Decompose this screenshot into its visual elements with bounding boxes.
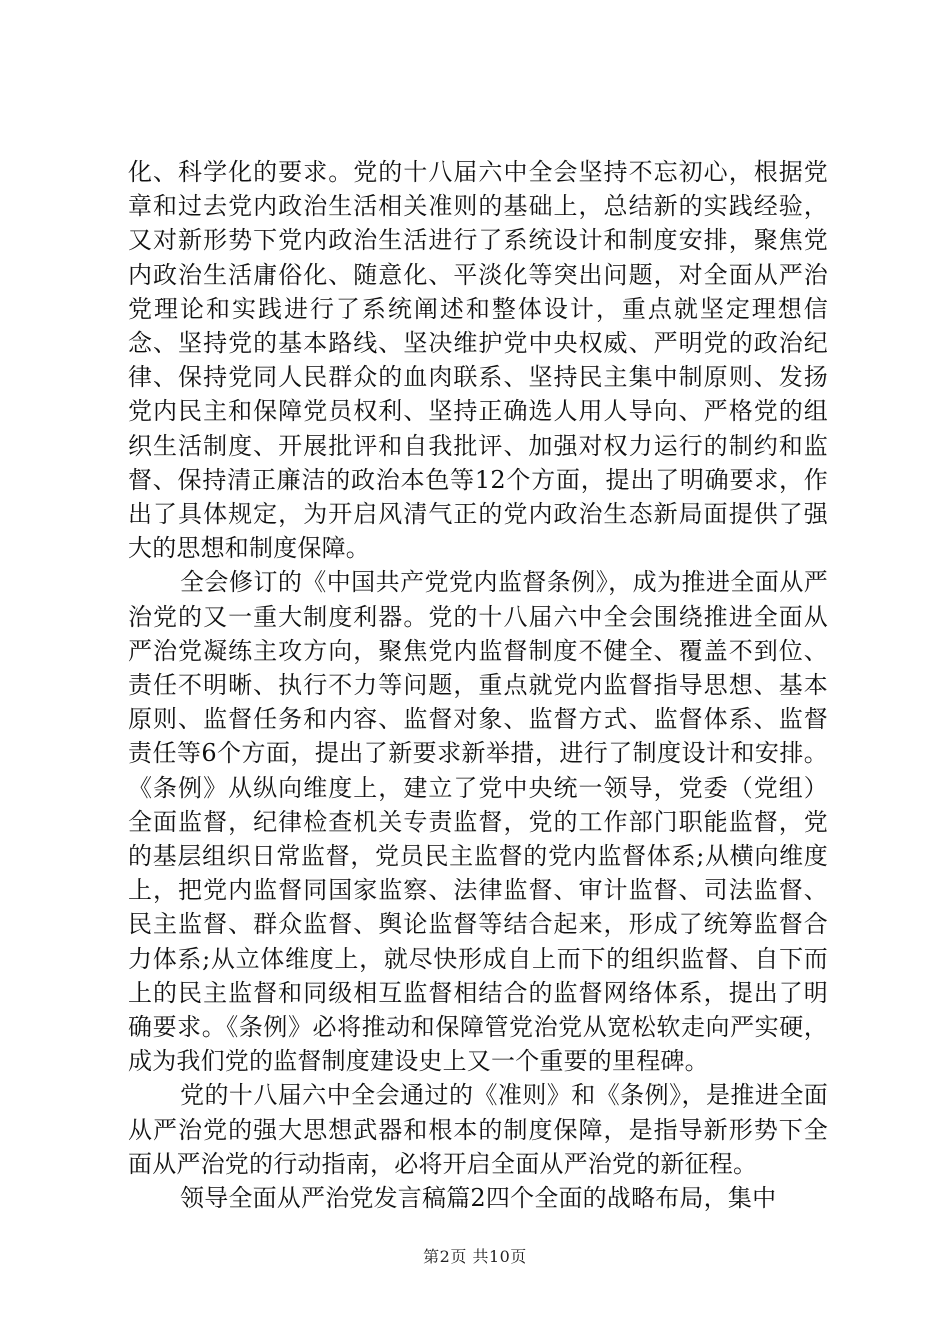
paragraph-1: 化、科学化的要求。党的十八届六中全会坚持不忘初心，根据党章和过去党内政治生活相关准则的基础上，总结新的实践经验，又对新形势下党内政治生活进行了系统设计和制度安排，聚焦党内政治生活庸俗化、随意化、平淡化等突出问题，对全面从严治党理论和实践进行了系统阐述和整体设计，重点就坚定理想信念、坚持党的基本路线、坚决维护党中央权威、严明党的政治纪律、保持党同人民群众的血肉联系、坚持民主集中制原则、发扬党内民主和保障党员权利、坚持正确选人用人导向、严格党的组织生活制度、开展批评和自我批评、加强对权力运行的制约和监督、保持清正廉洁的政治本色等12个方面，提出了明确要求，作出了具体规定，为开启风清气正的党内政治生态新局面提供了强大的思想和制度保障。 <box>128 158 828 563</box>
paragraph-2: 全会修订的《中国共产党党内监督条例》，成为推进全面从严治党的又一重大制度利器。党的十八届六中全会围绕推进全面从严治党凝练主攻方向，聚焦党内监督制度不健全、覆盖不到位、责任不明晰、执行不力等问题，重点就党内监督指导思想、基本原则、监督任务和内容、监督对象、监督方式、监督体系、监督责任等6个方面，提出了新要求新举措，进行了制度设计和安排。《条例》从纵向维度上，建立了党中央统一领导，党委（党组）全面监督，纪律检查机关专责监督，党的工作部门职能监督，党的基层组织日常监督，党员民主监督的党内监督体系;从横向维度上，把党内监督同国家监察、法律监督、审计监督、司法监督、民主监督、群众监督、舆论监督等结合起来，形成了统筹监督合力体系;从立体维度上，就尽快形成自上而下的组织监督、自下而上的民主监督和同级相互监督相结合的监督网络体系，提出了明确要求。《条例》必将推动和保障管党治党从宽松软走向严实硬，成为我们党的监督制度建设史上又一个重要的里程碑。 <box>128 568 828 1076</box>
paragraph-4: 领导全面从严治党发言稿篇2四个全面的战略布局，集中 <box>180 1184 777 1213</box>
document-body <box>128 155 828 1215</box>
paragraph-3: 党的十八届六中全会通过的《准则》和《条例》，是推进全面从严治党的强大思想武器和根本的制度保障，是指导新形势下全面从严治党的行动指南，必将开启全面从严治党的新征程。 <box>128 1081 828 1178</box>
page-number-footer: 第2页 共10页 <box>423 1247 527 1266</box>
